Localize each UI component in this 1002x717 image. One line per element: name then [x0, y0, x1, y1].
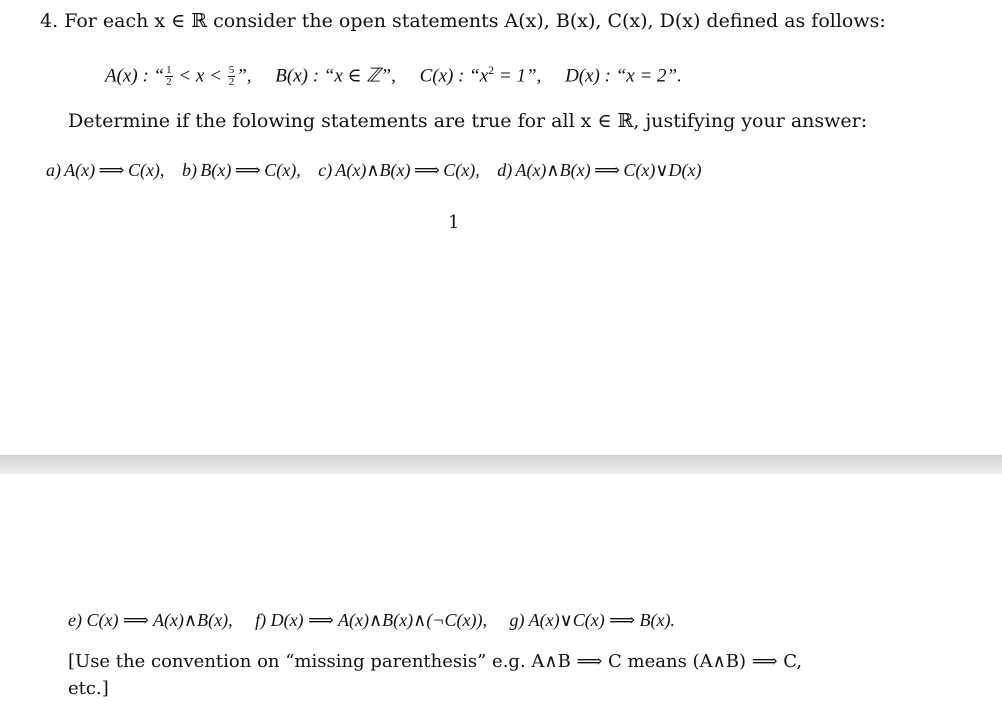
fraction-five-halves: $\frac{5}{2}$ [228, 64, 235, 89]
def-c-post: = 1”, [494, 65, 542, 87]
page-number: 1 [448, 212, 460, 233]
def-a-open: “ [153, 65, 165, 87]
parts-line-2 [68, 608, 675, 632]
def-b: B(x) : “x ∈ ℤ”, [275, 65, 396, 87]
part-c: c) A(x)∧B(x) ⟹ C(x), [318, 160, 480, 180]
def-c-pre: C(x) : “x [419, 65, 489, 87]
def-c-exponent: 2 [488, 63, 495, 77]
parts-line-1 [46, 158, 702, 182]
pdf-page-bottom [0, 474, 1002, 717]
instruction-text: Determine if the folowing statements are true for all x ∈ ℝ, justifying your answer: [68, 110, 868, 132]
problem-intro: For each x ∈ ℝ consider the open statements A(x), B(x), C(x), D(x) defined as follows: [64, 10, 886, 32]
problem-number: 4. [40, 10, 59, 32]
note-line-1: [Use the convention on “missing parenthesis” e.g. A∧B ⟹ C means (A∧B) ⟹ C, [68, 651, 803, 672]
page-separator [0, 455, 1002, 474]
definitions-line [105, 58, 682, 88]
part-f: f) D(x) ⟹ A(x)∧B(x)∧(¬C(x)), [255, 610, 487, 630]
def-a-mid: < x < [178, 65, 222, 87]
def-d: D(x) : “x = 2”. [565, 65, 682, 87]
part-a: a) A(x) ⟹ C(x), [46, 160, 165, 180]
def-a-close: ”, [236, 65, 252, 87]
problem-intro-line [40, 9, 886, 33]
part-b: b) B(x) ⟹ C(x), [181, 160, 301, 180]
part-e: e) C(x) ⟹ A(x)∧B(x), [68, 610, 233, 630]
def-a-label: A(x) : [105, 65, 149, 87]
part-d: d) A(x)∧B(x) ⟹ C(x)∨D(x) [497, 160, 702, 180]
fraction-one-half: $\frac{1}{2}$ [166, 64, 172, 89]
note-line-2: etc.] [68, 678, 109, 699]
part-g: g) A(x)∨C(x) ⟹ B(x). [509, 610, 676, 630]
